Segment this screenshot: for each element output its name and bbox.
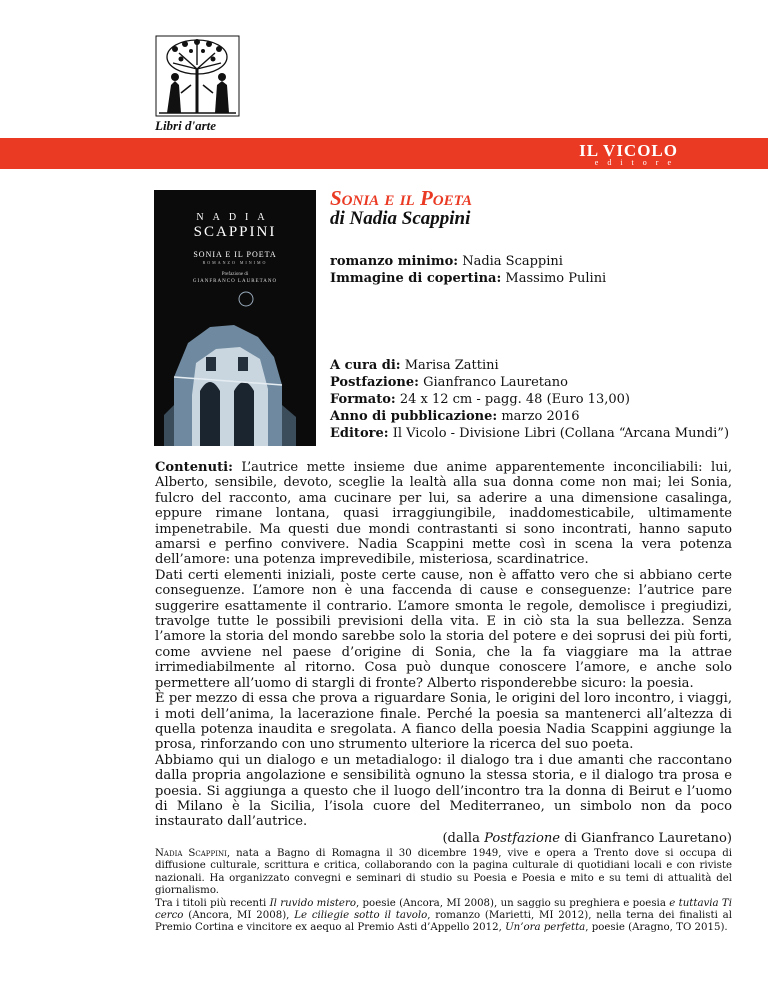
contents-label: Contenuti:	[155, 460, 233, 475]
contents-section	[155, 460, 732, 846]
book-author-line: di Nadia Scappini	[330, 208, 471, 229]
detail-row: A cura di: Marisa Zattini	[330, 358, 499, 373]
publisher-subtitle: editore	[594, 158, 680, 167]
book-details-credits	[330, 253, 606, 287]
publisher-name: IL VICOLO	[579, 141, 678, 160]
cover-preface-label: Prefazione di	[221, 272, 249, 277]
cover-building-illustration	[154, 285, 316, 446]
contents-paragraph: Abbiamo qui un dialogo e un metadialogo: il dialogo tra i due amanti che raccontano dalla propria angolazione e sensibilità ognuno la stessa storia, e il dialogo tra prosa e poesia. Si aggiunga a questo che il luogo dell’incontro tra la donna di Beirut e l’uomo di Milano è la Sicilia, l’isola cuore del Mediterraneo, un simbolo non da poco instaurato dall’autrice.	[155, 752, 732, 830]
book-details-publication	[330, 357, 729, 442]
detail-row: Immagine di copertina: Massimo Pulini	[330, 271, 607, 286]
detail-row: Editore: Il Vicolo - Divisione Libri (Collana “Arcana Mundi”)	[330, 426, 730, 441]
cover-author-first: NADIA	[196, 212, 274, 223]
cover-author-last: SCAPPINI	[193, 224, 277, 240]
author-bio	[155, 848, 732, 935]
contents-paragraph: Dati certi elementi iniziali, poste certe cause, non è affatto vero che si abbiano certe conseguenze. L’amore non è una faccenda di cause e conseguenze: l’autrice pare suggerire esattamente il contrario. L’amore smonta le regole, demolisce i pregiudizi, travolge tutte le possibili previsioni della vita. E in ciò sta la sua bellezza. Senza l’amore la storia del mondo sarebbe solo la storia del potere e dei soprusi dei più forti, come avviene nel paese d’origine di Sonia, che la fa viaggiare ma la attrae irrimediabilmente al ritorno. Cosa può dunque conoscere l’amore, e anche solo permettere all’uomo di stargli di fronte? Alberto risponderebbe sicuro: la poesia.	[155, 567, 732, 691]
book-cover-image	[154, 190, 316, 446]
contents-paragraph: Contenuti: L’autrice mette insieme due anime apparentemente inconciliabili: lui, Alberto, sensibile, devoto, sceglie la lealtà alla sua donna come non mai; lei Sonia, fulcro del racconto, ama cucinare per lui, sa aderire a una dimensione casalinga, eppure rimane lontana, quasi irraggiungibile, inaddomesticabile, ultimamente impenetrabile. Ma questi due mondi contrastanti si sono incontrati, hanno saputo amarsi e perfino convivere. Nadia Scappini mette così in scena la vera potenza dell’amore: una potenza imprevedibile, misteriosa, scardinatrice.	[155, 460, 732, 568]
detail-row: Anno di pubblicazione: marzo 2016	[330, 409, 580, 424]
book-title: Sonia e il Poeta	[330, 186, 472, 210]
detail-row: romanzo minimo: Nadia Scappini	[330, 254, 563, 269]
series-label: Libri d'arte	[155, 118, 217, 133]
bio-works-paragraph: Tra i titoli più recenti Il ruvido mistero, poesie (Ancora, MI 2008), un saggio su preghiera e poesia e tuttavia Ti cerco (Ancora, MI 2008), Le ciliegie sotto il tavolo, romanzo (Marietti, MI 2012), nella terna dei finalisti al Premio Cortina e vincitore ex aequo al Premio Asti d’Appello 2012, Un’ora perfetta, poesie (Aragno, TO 2015).	[155, 897, 732, 934]
tree-with-figures-engraving-icon	[155, 35, 240, 117]
contents-paragraph: È per mezzo di essa che prova a riguardare Sonia, le origini del loro incontro, i viaggi, i moti dell’anima, la lacerazione finale. Perché la poesia sa mantenerci all’altezza di quella potenza inaudita e sregolata. A fianco della poesia Nadia Scappini aggiunge la prosa, rinforzando con uno strumento ulteriore la ricerca del suo poeta.	[155, 691, 732, 753]
bio-paragraph: Nadia Scappini, nata a Bagno di Romagna il 30 dicembre 1949, vive e opera a Trento dove si occupa di diffusione culturale, scrittura e critica, collaborando con la pagina culturale di quotidiani locali e con riviste nazionali. Ha organizzato convegni e seminari di studio su Poesia e Poesia e mito e su temi di attualità del giornalismo.	[155, 848, 732, 897]
cover-title: SONIA E IL POETA	[193, 250, 277, 259]
publisher-logo	[155, 35, 240, 117]
cover-preface-author: GIANFRANCO LAURETANO	[192, 279, 278, 284]
detail-row: Postfazione: Gianfranco Lauretano	[330, 375, 568, 390]
bio-author-name: Nadia Scappini	[155, 848, 227, 859]
cover-subtitle: ROMANZO MINIMO	[202, 260, 268, 265]
quote-source: (dalla Postfazione di Gianfranco Lauretano)	[442, 830, 732, 846]
detail-row: Formato: 24 x 12 cm - pagg. 48 (Euro 13,00)	[330, 392, 630, 407]
